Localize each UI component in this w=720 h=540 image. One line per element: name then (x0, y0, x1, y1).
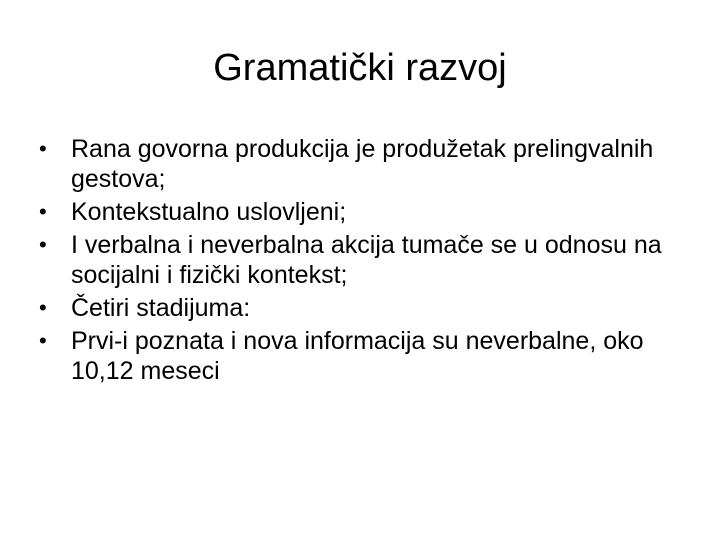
bullet-text: Kontekstualno uslovljeni; (71, 198, 347, 226)
bullet-list (36, 134, 676, 389)
bullet-text: Prvi-i poznata i nova informacija su neverbalne, oko 10,12 meseci (71, 327, 644, 385)
bullet-text: Rana govorna produkcija je produžetak prelingvalnih gestova; (71, 135, 654, 193)
bullet-icon: • (39, 295, 47, 320)
slide-title: Gramatički razvoj (213, 47, 507, 89)
bullet-icon: • (39, 136, 47, 161)
bullet-text: I verbalna i neverbalna akcija tumače se u odnosu na socijalni i fizički kontekst; (71, 231, 662, 289)
bullet-item (36, 230, 676, 290)
bullet-text: Četiri stadijuma: (71, 294, 251, 322)
bullet-item (36, 197, 676, 227)
bullet-icon: • (39, 232, 47, 257)
bullet-icon: • (39, 328, 47, 353)
bullet-item (36, 134, 676, 194)
bullet-icon: • (39, 199, 47, 224)
bullet-item (36, 293, 676, 323)
bullet-item (36, 326, 676, 386)
